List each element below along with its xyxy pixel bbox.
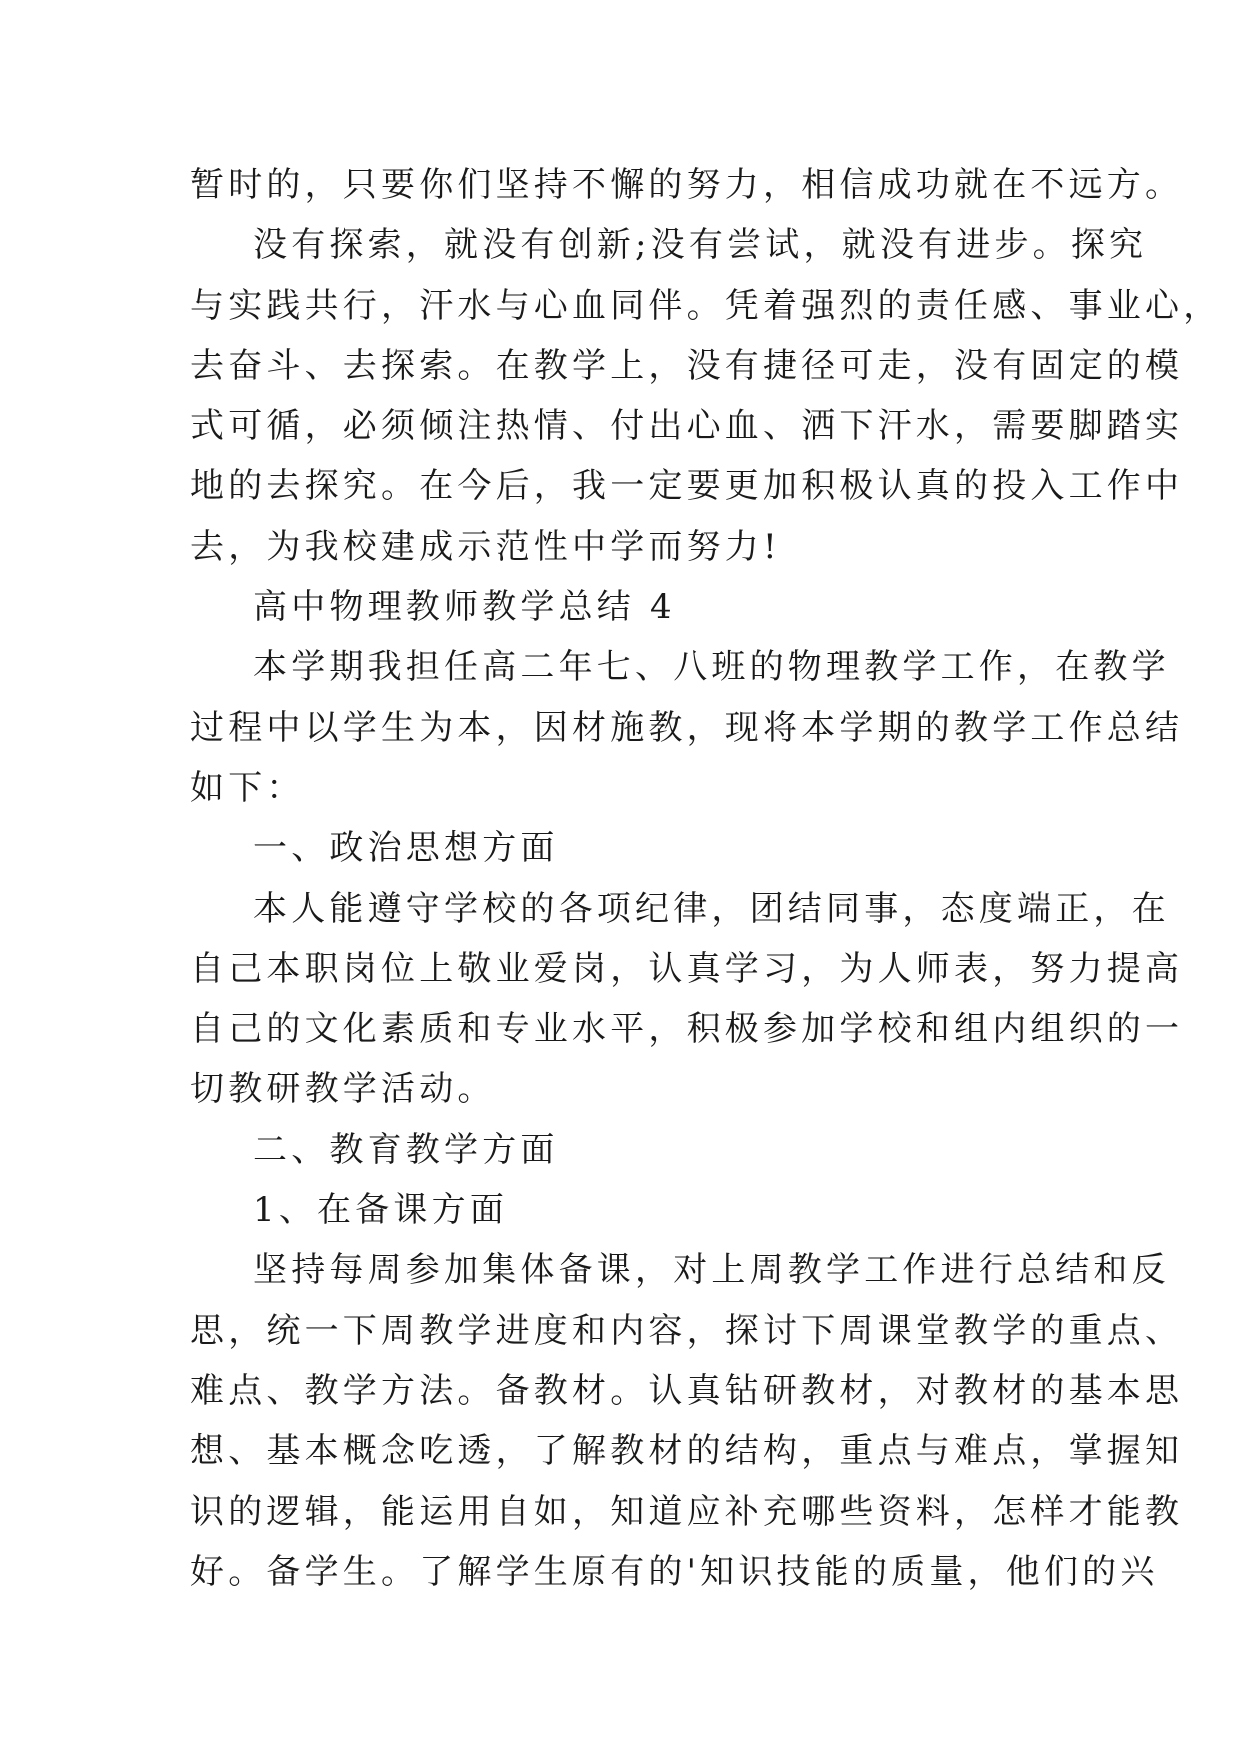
text-line: 与实践共行，汗水与心血同伴。凭着强烈的责任感、事业心， [190,285,1222,326]
document-body [190,155,1222,1602]
text-line: 没有探索，就没有创新;没有尝试，就没有进步。探究 [253,225,1148,266]
text-line: 二、教育教学方面 [253,1129,559,1170]
text-line: 式可循，必须倾注热情、付出心血、洒下汗水，需要脚踏实 [190,406,1184,447]
text-line: 本人能遵守学校的各项纪律，团结同事，态度端正，在 [253,888,1170,929]
text-line: 思，统一下周教学进度和内容，探讨下周课堂教学的重点、 [190,1310,1184,1351]
text-line: 去奋斗、去探索。在教学上，没有捷径可走，没有固定的模 [190,345,1184,386]
text-line: 识的逻辑，能运用自如，知道应补充哪些资料，怎样才能教 [190,1491,1184,1532]
text-line: 一、政治思想方面 [253,828,559,869]
text-line: 1、在备课方面 [253,1190,509,1231]
text-line: 去，为我校建成示范性中学而努力! [190,526,781,567]
text-line: 想、基本概念吃透，了解教材的结构，重点与难点，掌握知 [190,1431,1184,1472]
text-line: 过程中以学生为本，因材施教，现将本学期的教学工作总结 [190,707,1184,748]
text-line: 如下： [190,767,305,808]
text-line: 好。备学生。了解学生原有的'知识技能的质量，他们的兴 [190,1551,1159,1592]
text-line: 自己的文化素质和专业水平，积极参加学校和组内组织的一 [190,1009,1184,1050]
text-line: 高中物理教师教学总结 4 [253,587,676,628]
text-line: 坚持每周参加集体备课，对上周教学工作进行总结和反 [253,1250,1170,1291]
text-line: 暂时的，只要你们坚持不懈的努力，相信成功就在不远方。 [190,165,1184,205]
text-line: 本学期我担任高二年七、八班的物理教学工作，在教学 [253,647,1170,688]
text-line: 难点、教学方法。备教材。认真钻研教材，对教材的基本思 [190,1370,1184,1411]
text-line: 切教研教学活动。 [190,1069,496,1110]
text-line: 自己本职岗位上敬业爱岗，认真学习，为人师表，努力提高 [190,948,1184,989]
text-line: 地的去探究。在今后，我一定要更加积极认真的投入工作中 [190,466,1184,507]
